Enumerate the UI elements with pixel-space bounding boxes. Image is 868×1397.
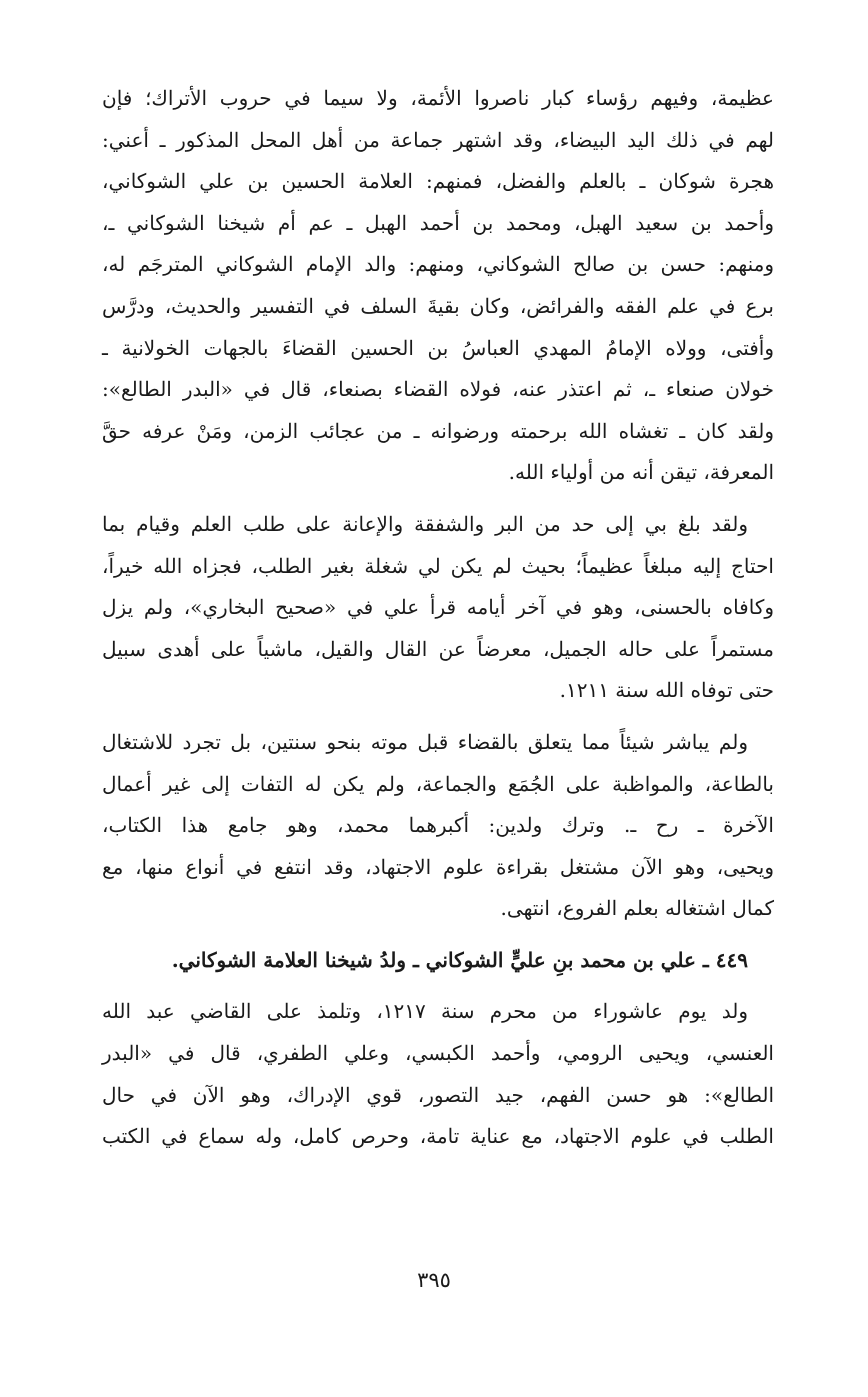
- text-line: وكافاه بالحسنى، وهو في آخر أيامه قرأ علي في «صحيح البخاري»، ولم يزل: [102, 595, 774, 620]
- text-line: هجرة شوكان ـ بالعلم والفضل، فمنهم: العلامة الحسين بن علي الشوكاني،: [102, 169, 774, 194]
- text-line: كمال اشتغاله بعلم الفروع، انتهى.: [500, 896, 774, 921]
- text-line: الطلب في علوم الاجتهاد، مع عناية تامة، وحرص كامل، وله سماع في الكتب: [102, 1124, 774, 1149]
- text-line: الآخرة ـ رح ـ. وترك ولدين: أكبرهما محمد، وهو جامع هذا الكتاب،: [102, 813, 774, 838]
- text-line: ولقد بلغ بي إلى حد من البر والشفقة والإعانة على طلب العلم وقيام بما: [102, 511, 748, 536]
- paragraph-gap: [102, 930, 774, 940]
- text-line: عظيمة، وفيهم رؤساء كبار ناصروا الأئمة، ولا سيما في حروب الأتراك؛ فإن: [102, 86, 774, 110]
- text-line: وأفتى، وولاه الإمامُ المهدي العباسُ بن الحسين القضاءَ بالجهات الخولانية ـ: [102, 335, 774, 360]
- text-line: ويحيى، وهو الآن مشتغل بقراءة علوم الاجتهاد، وقد انتفع في أنواع منها، مع: [102, 854, 774, 879]
- entry-body: [102, 991, 774, 1157]
- paragraph-1: [102, 78, 774, 494]
- text-line: العنسي، ويحيى الرومي، وأحمد الكبسي، وعلي الطفري، قال في «البدر: [102, 1041, 774, 1066]
- text-line: المعرفة، تيقن أنه من أولياء الله.: [508, 460, 774, 485]
- text-line: خولان صنعاء ـ، ثم اعتذر عنه، فولاه القضاء بصنعاء، قال في «البدر الطالع»:: [102, 377, 774, 402]
- paragraph-gap: [102, 494, 774, 504]
- text-line: حتى توفاه الله سنة ١٢١١.: [559, 678, 774, 703]
- paragraph-gap: [102, 981, 774, 991]
- paragraph-gap: [102, 712, 774, 722]
- text-line: وأحمد بن سعيد الهبل، ومحمد بن أحمد الهبل ـ عم أم شيخنا الشوكاني ـ،: [102, 210, 774, 235]
- text-line: بالطاعة، والمواظبة على الجُمَع والجماعة، ولم يكن له التفات إلى غير أعمال: [102, 771, 774, 796]
- text-line: ولم يباشر شيئاً مما يتعلق بالقضاء قبل موته بنحو سنتين، بل تجرد للاشتغال: [102, 729, 748, 754]
- paragraph-3: [102, 722, 774, 930]
- page-body: [102, 78, 774, 1158]
- paragraph-2: [102, 504, 774, 712]
- entry-heading: ٤٤٩ ـ علي بن محمد بنِ عليٍّ الشوكاني ـ ولدُ شيخنا العلامة الشوكاني.: [171, 947, 748, 972]
- text-line: الطالع»: هو حسن الفهم، جيد التصور، قوي الإدراك، وهو الآن في حال: [102, 1082, 774, 1107]
- text-line: ومنهم: حسن بن صالح الشوكاني، ومنهم: والد الإمام الشوكاني المترجَم له،: [102, 252, 774, 277]
- text-line: برع في علم الفقه والفرائض، وكان بقيةَ السلف في التفسير والحديث، ودرَّس: [102, 293, 774, 318]
- text-line: لهم في ذلك اليد البيضاء، وقد اشتهر جماعة من أهل المحل المذكور ـ أعني:: [102, 127, 774, 152]
- page-number: ٣٩٥: [417, 1268, 451, 1292]
- text-line: مستمراً على حاله الجميل، معرضاً عن القال والقيل، ماشياً على أهدى سبيل: [102, 636, 774, 661]
- text-line: ولد يوم عاشوراء من محرم سنة ١٢١٧، وتلمذ على القاضي عبد الله: [102, 999, 748, 1024]
- text-line: احتاج إليه مبلغاً عظيماً؛ بحيث لم يكن لي شغلة بغير الطلب، فجزاه الله خيراً،: [102, 553, 774, 578]
- text-line: ولقد كان ـ تغشاه الله برحمته ورضوانه ـ من عجائب الزمن، ومَنْ عرفه حقَّ: [102, 418, 774, 443]
